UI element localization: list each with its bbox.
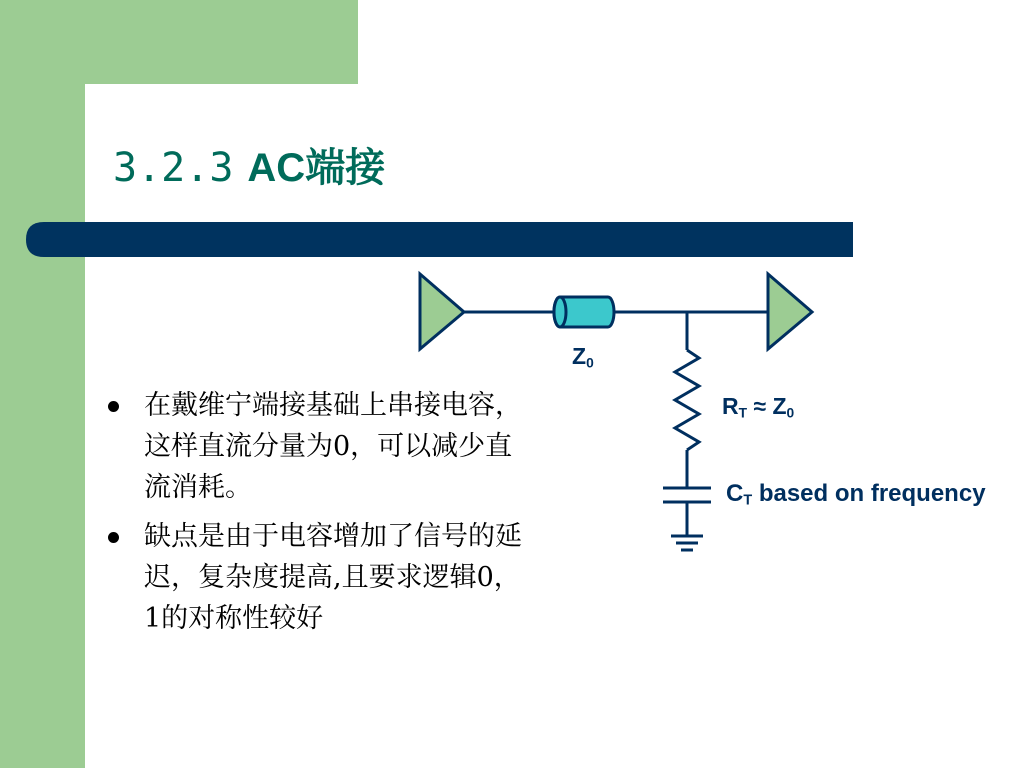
top-green-block bbox=[0, 0, 358, 84]
content-panel bbox=[85, 0, 1024, 768]
rt-label bbox=[722, 395, 794, 420]
bullet-text: 缺点是由于电容增加了信号的延迟，复杂度提高,且要求逻辑0，1的对称性较好 bbox=[144, 521, 522, 634]
bullet-dot-icon bbox=[108, 401, 119, 412]
z0-label bbox=[572, 345, 594, 370]
bullet-item bbox=[108, 385, 528, 508]
bullet-dot-icon bbox=[108, 532, 119, 543]
ct-letter: C bbox=[726, 480, 744, 507]
bullet-item bbox=[108, 516, 528, 639]
bullet-text: 在戴维宁端接基础上串接电容，这样直流分量为0，可以减少直流消耗。 bbox=[144, 390, 522, 503]
bullet-list bbox=[108, 385, 528, 647]
z0-subscript: 0 bbox=[586, 355, 594, 371]
page-title bbox=[113, 145, 386, 191]
rt-subscript: T bbox=[738, 405, 748, 421]
title-text: AC端接 bbox=[247, 146, 386, 190]
title-number: 3.2.3 bbox=[113, 145, 234, 191]
title-bar bbox=[26, 222, 853, 257]
ct-label bbox=[726, 482, 986, 508]
approx-symbol: ≈ bbox=[753, 393, 767, 419]
ct-subscript: T bbox=[743, 492, 753, 509]
rt-z-subscript: 0 bbox=[786, 405, 795, 421]
rt-z-letter: Z bbox=[772, 393, 787, 419]
z0-letter: Z bbox=[572, 343, 587, 369]
left-green-band bbox=[0, 0, 85, 768]
rt-letter: R bbox=[722, 393, 739, 419]
cable-end bbox=[554, 297, 566, 327]
ct-description: based on frequency bbox=[758, 480, 986, 507]
